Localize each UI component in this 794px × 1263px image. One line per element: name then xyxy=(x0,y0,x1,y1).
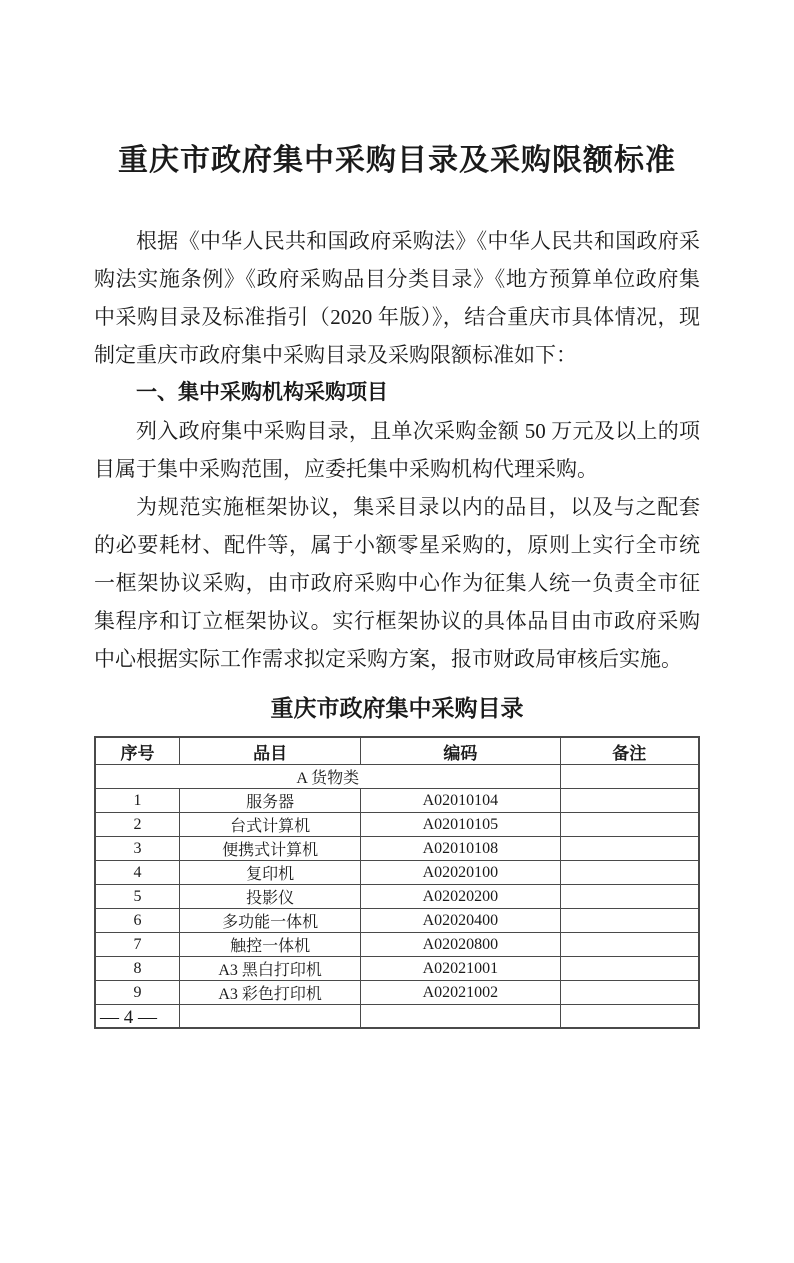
cell-code: A02010105 xyxy=(361,813,560,837)
cell-item: 服务器 xyxy=(180,789,361,813)
cell-item: 便携式计算机 xyxy=(180,837,361,861)
table-row xyxy=(95,813,699,837)
table-row xyxy=(95,909,699,933)
table-row xyxy=(95,885,699,909)
cell-item: 台式计算机 xyxy=(180,813,361,837)
cell-note xyxy=(560,909,699,933)
cell-no: 9 xyxy=(95,981,180,1005)
cell-no: 5 xyxy=(95,885,180,909)
cell-item: 多功能一体机 xyxy=(180,909,361,933)
cell-code: A02020100 xyxy=(361,861,560,885)
table-row xyxy=(95,957,699,981)
intro-paragraph: 根据《中华人民共和国政府采购法》《中华人民共和国政府采购法实施条例》《政府采购品目分类目录》《地方预算单位政府集中采购目录及标准指引（2020 年版）》，结合重庆市具体情况，现制定重庆市政府集中采购目录及采购限额标准如下： xyxy=(94,229,700,367)
cell-item: 触控一体机 xyxy=(180,933,361,957)
table-row xyxy=(95,981,699,1005)
cell-code: A02020200 xyxy=(361,885,560,909)
table-row xyxy=(95,933,699,957)
table-title: 重庆市政府集中采购目录 xyxy=(270,696,524,721)
cell-item: 投影仪 xyxy=(180,885,361,909)
header-item: 品目 xyxy=(180,737,361,765)
cell-code: A02020400 xyxy=(361,909,560,933)
cell-item: 复印机 xyxy=(180,861,361,885)
cell-note xyxy=(560,885,699,909)
section-paragraph-1: 列入政府集中采购目录，且单次采购金额 50 万元及以上的项目属于集中采购范围，应委托集中采购机构代理采购。 xyxy=(94,419,700,481)
cell-note xyxy=(560,789,699,813)
cell-code: A02021002 xyxy=(361,981,560,1005)
page-content xyxy=(0,140,794,1003)
category-note xyxy=(560,765,699,789)
category-row xyxy=(95,765,699,789)
cell-no: 2 xyxy=(95,813,180,837)
table-row xyxy=(95,837,699,861)
document-title: 重庆市政府集中采购目录及采购限额标准 xyxy=(118,144,676,177)
cell-item: A3 彩色打印机 xyxy=(180,981,361,1005)
cell-code: A02010108 xyxy=(361,837,560,861)
page-number: — 4 — xyxy=(100,1007,157,1028)
cell-item: A3 黑白打印机 xyxy=(180,957,361,981)
table-row xyxy=(95,861,699,885)
cell-no: 1 xyxy=(95,789,180,813)
cell-no: 7 xyxy=(95,933,180,957)
header-code: 编码 xyxy=(361,737,560,765)
cell-note xyxy=(560,933,699,957)
cell-note xyxy=(560,861,699,885)
table-row xyxy=(95,789,699,813)
header-serial-number: 序号 xyxy=(95,737,180,765)
section-heading: 一、集中采购机构采购项目 xyxy=(136,381,388,404)
cell-no: 8 xyxy=(95,957,180,981)
cell-note xyxy=(560,837,699,861)
section-paragraph-2: 为规范实施框架协议，集采目录以内的品目，以及与之配套的必要耗材、配件等，属于小额零星采购的，原则上实行全市统一框架协议采购，由市政府采购中心作为征集人统一负责全市征集程序和订立框架协议。实行框架协议的具体品目由市政府采购中心根据实际工作需求拟定采购方案，报市财政局审核后实施。 xyxy=(94,495,700,671)
category-label: A 货物类 xyxy=(95,765,560,789)
cell-no: 3 xyxy=(95,837,180,861)
cell-note xyxy=(560,813,699,837)
catalog-table-container xyxy=(94,736,700,1003)
cell-note xyxy=(560,957,699,981)
cell-note xyxy=(560,981,699,1005)
cell-code: A02021001 xyxy=(361,957,560,981)
cell-code: A02010104 xyxy=(361,789,560,813)
cell-code: A02020800 xyxy=(361,933,560,957)
table-header-row xyxy=(95,737,699,765)
cell-no: 6 xyxy=(95,909,180,933)
catalog-table xyxy=(94,736,700,1029)
cell-no: 4 xyxy=(95,861,180,885)
header-note: 备注 xyxy=(560,737,699,765)
